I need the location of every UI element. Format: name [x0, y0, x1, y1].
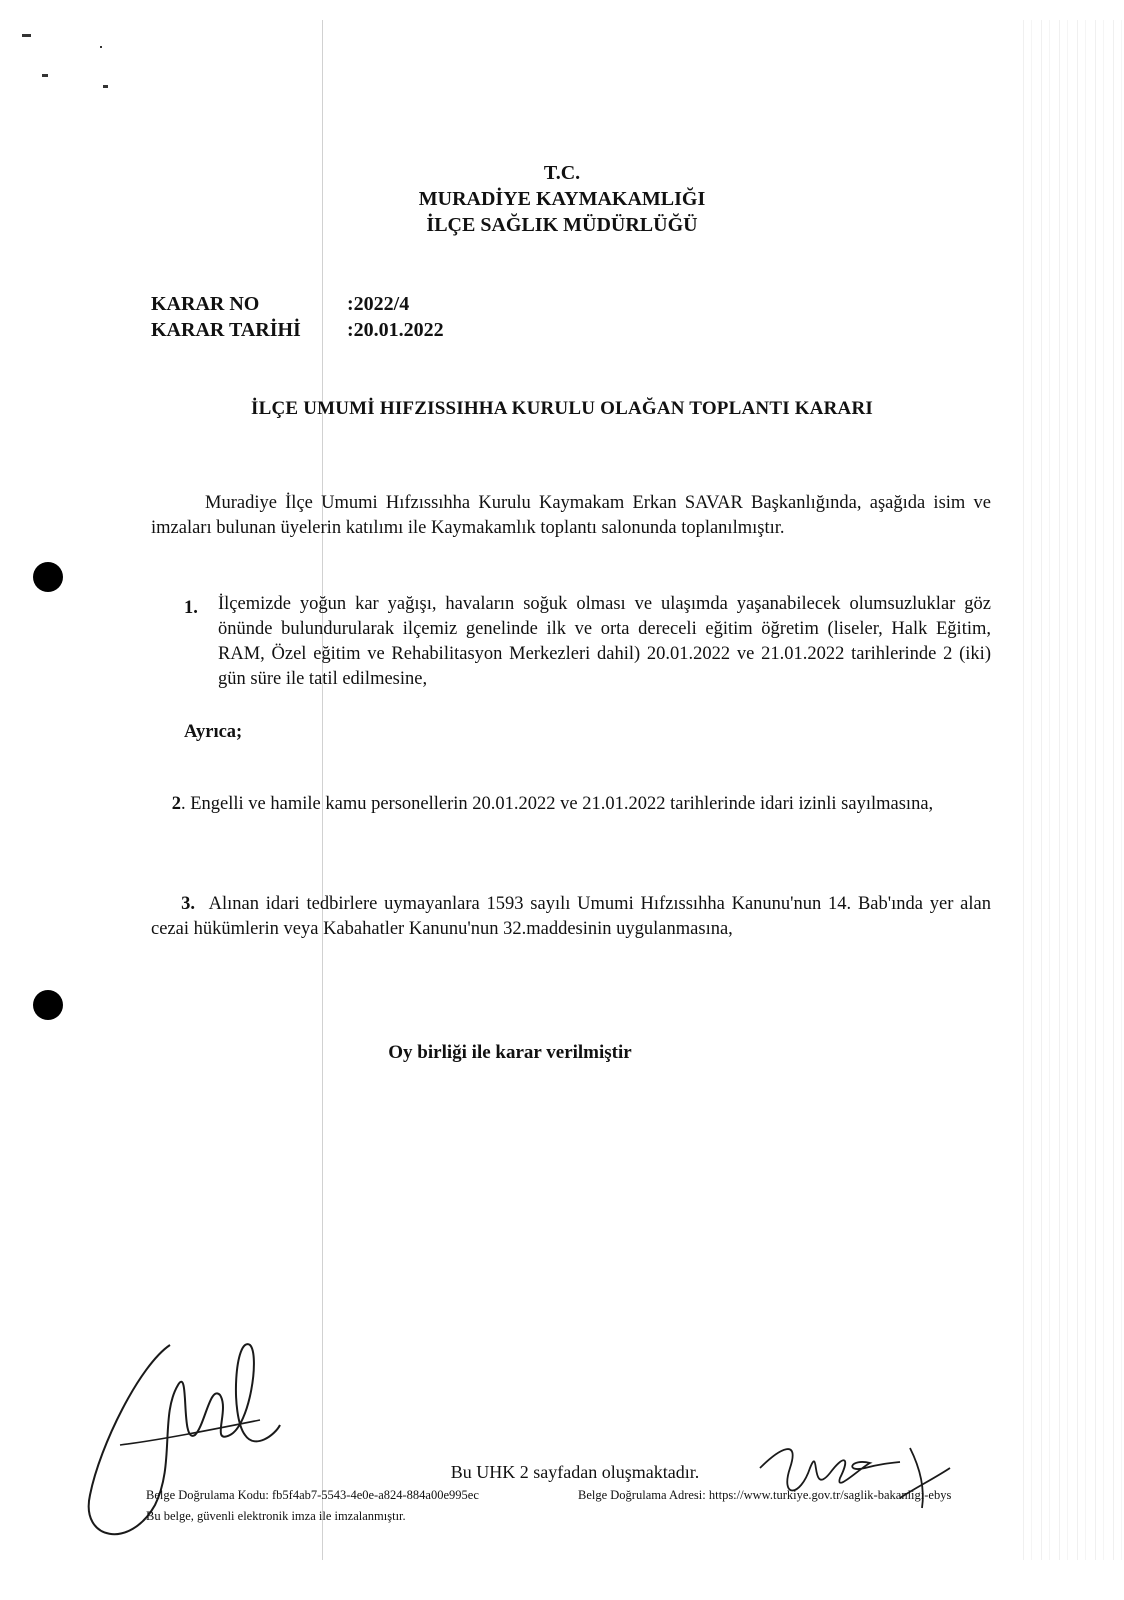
karar-no-value: :2022/4	[347, 293, 410, 315]
item-3-number: 3.	[181, 894, 195, 914]
item-2-paragraph	[151, 792, 991, 817]
scan-fold-line	[322, 20, 323, 1560]
karar-tarihi-value: :20.01.2022	[347, 319, 444, 341]
scan-speck	[103, 85, 108, 88]
header-institution: MURADİYE KAYMAKAMLIĞI	[418, 188, 706, 210]
decision-statement: Oy birliği ile karar verilmiştir	[388, 1042, 632, 1063]
header-department: İLÇE SAĞLIK MÜDÜRLÜĞÜ	[426, 214, 698, 236]
ayrica-label: Ayrıca;	[184, 722, 243, 742]
scan-speck	[100, 46, 102, 48]
karar-no-label: KARAR NO	[151, 293, 260, 315]
page-count-note: Bu UHK 2 sayfadan oluşmaktadır.	[450, 1462, 700, 1482]
item-3-text: Alınan idari tedbirlere uymayanlara 1593 sayılı Umumi Hıfzıssıhha Kanunu'nun 14. Bab'ında yer alan cezai hükümlerin veya Kabahatler Kanunu'nun 32.maddesinin uygulanmasına,	[151, 894, 991, 939]
punch-hole-icon	[33, 990, 63, 1020]
item-1-text: İlçemizde yoğun kar yağışı, havaların soğuk olması ve ulaşımda yaşanabilecek olumsuzluklar göz önünde bulundurularak ilçemiz genelinde ilk ve orta dereceli eğitim öğretim (liseler, Halk Eğitim, RAM, Özel eğitim ve Rehabilitasyon Merkezleri dahil) 20.01.2022 ve 21.01.2022 tarihlerinde 2 (iki) gün süre ile tatil edilmesine,	[218, 594, 991, 689]
verify-address: Belge Doğrulama Adresi: https://www.turkiye.gov.tr/saglik-bakanligi-ebys	[578, 1488, 952, 1502]
item-2-text: . Engelli ve hamile kamu personellerin 20.01.2022 ve 21.01.2022 tarihlerinde idari izinli sayılmasına,	[181, 794, 934, 814]
esign-note: Bu belge, güvenli elektronik imza ile imzalanmıştır.	[146, 1509, 406, 1523]
punch-hole-icon	[33, 562, 63, 592]
scan-speck	[22, 34, 31, 37]
item-3-paragraph	[151, 892, 991, 942]
item-1-number: 1.	[184, 598, 198, 618]
item-2-number: 2	[171, 794, 181, 814]
decision-title: İLÇE UMUMİ HIFZISSIHHA KURULU OLAĞAN TOPLANTI KARARI	[250, 398, 873, 419]
scan-edge-noise	[1014, 20, 1124, 1560]
scan-speck	[42, 74, 48, 77]
intro-paragraph: Muradiye İlçe Umumi Hıfzıssıhha Kurulu Kaymakam Erkan SAVAR Başkanlığında, aşağıda isim ve imzaları bulunan üyelerin katılımı ile Kaymakamlık toplantı salonunda toplanılmıştır.	[151, 493, 991, 538]
header-tc: T.C.	[543, 162, 581, 184]
karar-tarihi-label: KARAR TARİHİ	[151, 319, 301, 341]
karar-no-row	[151, 293, 409, 316]
karar-tarihi-row	[151, 319, 444, 342]
verify-code: Belge Doğrulama Kodu: fb5f4ab7-5543-4e0e-a824-884a00e995ec	[146, 1488, 479, 1502]
